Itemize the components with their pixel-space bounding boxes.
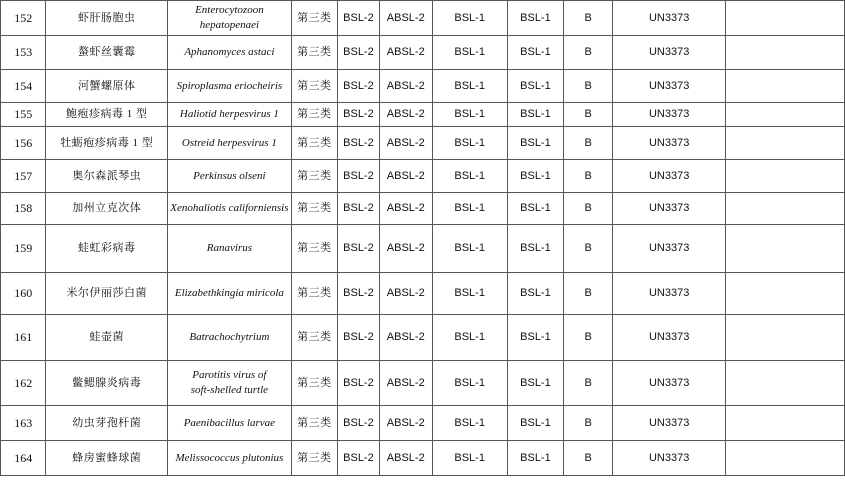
transport-class-cell: B [564, 70, 613, 103]
row-number-cell: 159 [1, 225, 46, 273]
scientific-name-line: Xenohaliotis californiensis [170, 202, 289, 214]
table-row [1, 1, 845, 36]
scientific-name-line: Paenibacillus larvae [183, 416, 276, 429]
un-number-cell: UN3373 [613, 273, 726, 315]
scientific-name-cell [168, 160, 292, 193]
inactivated-level-cell: BSL-1 [507, 193, 564, 225]
animal-infection-level-cell: ABSL-2 [379, 193, 432, 225]
hazard-category-cell: 第三类 [291, 406, 338, 441]
chinese-name-cell: 幼虫芽孢杆菌 [46, 406, 168, 441]
inactivated-level-cell: BSL-1 [507, 315, 564, 361]
scientific-name-line: Perkinsus olseni [193, 169, 266, 182]
animal-infection-level-cell: ABSL-2 [379, 160, 432, 193]
non-culture-level-cell: BSL-1 [432, 160, 507, 193]
note-cell [726, 36, 845, 70]
note-cell [726, 103, 845, 127]
table-row [1, 36, 845, 70]
animal-infection-level-cell: ABSL-2 [379, 273, 432, 315]
row-number-cell: 160 [1, 273, 46, 315]
un-number-cell: UN3373 [613, 441, 726, 476]
row-number-cell: 162 [1, 361, 46, 406]
un-number-cell: UN3373 [613, 70, 726, 103]
hazard-category-cell: 第三类 [291, 1, 338, 36]
inactivated-level-cell: BSL-1 [507, 441, 564, 476]
scientific-name-cell [168, 70, 292, 103]
scientific-name-line: Parotitis virus of [192, 369, 267, 381]
un-number-cell: UN3373 [613, 127, 726, 160]
un-number-cell: UN3373 [613, 160, 726, 193]
note-cell [726, 193, 845, 225]
lab-culture-level-cell: BSL-2 [338, 70, 380, 103]
chinese-name-cell: 牡蛎疱疹病毒 1 型 [46, 127, 168, 160]
table-row [1, 441, 845, 476]
scientific-name-cell [168, 1, 292, 36]
transport-class-cell: B [564, 225, 613, 273]
transport-class-cell: B [564, 361, 613, 406]
inactivated-level-cell: BSL-1 [507, 225, 564, 273]
table-row [1, 273, 845, 315]
row-number-cell: 161 [1, 315, 46, 361]
scientific-name-line: Spiroplasma eriocheiris [176, 79, 283, 92]
chinese-name-cell: 河蟹螺原体 [46, 70, 168, 103]
un-number-cell: UN3373 [613, 225, 726, 273]
row-number-cell: 164 [1, 441, 46, 476]
un-number-cell: UN3373 [613, 103, 726, 127]
transport-class-cell: B [564, 1, 613, 36]
scientific-name-cell [168, 406, 292, 441]
animal-infection-level-cell: ABSL-2 [379, 225, 432, 273]
transport-class-cell: B [564, 315, 613, 361]
scientific-name-cell [168, 361, 292, 406]
animal-infection-level-cell: ABSL-2 [379, 441, 432, 476]
un-number-cell: UN3373 [613, 406, 726, 441]
non-culture-level-cell: BSL-1 [432, 315, 507, 361]
chinese-name-cell: 奥尔森派琴虫 [46, 160, 168, 193]
un-number-cell: UN3373 [613, 36, 726, 70]
hazard-category-cell: 第三类 [291, 70, 338, 103]
scientific-name-line: Aphanomyces astaci [184, 46, 275, 58]
non-culture-level-cell: BSL-1 [432, 273, 507, 315]
animal-infection-level-cell: ABSL-2 [379, 1, 432, 36]
scientific-name-line: soft-shelled turtle [190, 384, 269, 396]
non-culture-level-cell: BSL-1 [432, 103, 507, 127]
row-number-cell: 154 [1, 70, 46, 103]
transport-class-cell: B [564, 273, 613, 315]
chinese-name-cell: 蜂房蜜蜂球菌 [46, 441, 168, 476]
scientific-name-cell [168, 127, 292, 160]
note-cell [726, 225, 845, 273]
table-row [1, 225, 845, 273]
lab-culture-level-cell: BSL-2 [338, 193, 380, 225]
scientific-name-line: Batrachochytrium [189, 331, 270, 343]
scientific-name-line: Haliotid herpesvirus 1 [179, 108, 279, 120]
inactivated-level-cell: BSL-1 [507, 103, 564, 127]
note-cell [726, 315, 845, 361]
lab-culture-level-cell: BSL-2 [338, 406, 380, 441]
inactivated-level-cell: BSL-1 [507, 273, 564, 315]
transport-class-cell: B [564, 441, 613, 476]
inactivated-level-cell: BSL-1 [507, 1, 564, 36]
hazard-category-cell: 第三类 [291, 127, 338, 160]
row-number-cell: 163 [1, 406, 46, 441]
hazard-category-cell: 第三类 [291, 315, 338, 361]
chinese-name-cell: 蛙虹彩病毒 [46, 225, 168, 273]
inactivated-level-cell: BSL-1 [507, 36, 564, 70]
non-culture-level-cell: BSL-1 [432, 225, 507, 273]
transport-class-cell: B [564, 160, 613, 193]
hazard-category-cell: 第三类 [291, 160, 338, 193]
transport-class-cell: B [564, 103, 613, 127]
table-row [1, 70, 845, 103]
row-number-cell: 156 [1, 127, 46, 160]
scientific-name-cell [168, 193, 292, 225]
scientific-name-line: Ranavirus [206, 242, 252, 254]
table-body [1, 1, 845, 476]
inactivated-level-cell: BSL-1 [507, 406, 564, 441]
scientific-name-line: Melissococcus plutonius [175, 451, 284, 464]
non-culture-level-cell: BSL-1 [432, 193, 507, 225]
scientific-name-cell [168, 36, 292, 70]
hazard-category-cell: 第三类 [291, 36, 338, 70]
transport-class-cell: B [564, 36, 613, 70]
non-culture-level-cell: BSL-1 [432, 406, 507, 441]
scientific-name-cell [168, 273, 292, 315]
table-row [1, 127, 845, 160]
non-culture-level-cell: BSL-1 [432, 361, 507, 406]
table-row [1, 193, 845, 225]
lab-culture-level-cell: BSL-2 [338, 361, 380, 406]
note-cell [726, 127, 845, 160]
animal-infection-level-cell: ABSL-2 [379, 103, 432, 127]
scientific-name-cell [168, 103, 292, 127]
chinese-name-cell: 虾肝肠胞虫 [46, 1, 168, 36]
chinese-name-cell: 鳖鳃腺炎病毒 [46, 361, 168, 406]
inactivated-level-cell: BSL-1 [507, 127, 564, 160]
lab-culture-level-cell: BSL-2 [338, 36, 380, 70]
animal-infection-level-cell: ABSL-2 [379, 70, 432, 103]
chinese-name-cell: 米尔伊丽莎白菌 [46, 273, 168, 315]
hazard-category-cell: 第三类 [291, 273, 338, 315]
scientific-name-cell [168, 441, 292, 476]
chinese-name-cell: 螯虾丝囊霉 [46, 36, 168, 70]
note-cell [726, 273, 845, 315]
lab-culture-level-cell: BSL-2 [338, 1, 380, 36]
animal-infection-level-cell: ABSL-2 [379, 127, 432, 160]
inactivated-level-cell: BSL-1 [507, 70, 564, 103]
animal-infection-level-cell: ABSL-2 [379, 315, 432, 361]
note-cell [726, 361, 845, 406]
scientific-name-line: hepatopenaei [199, 19, 260, 31]
animal-infection-level-cell: ABSL-2 [379, 36, 432, 70]
non-culture-level-cell: BSL-1 [432, 70, 507, 103]
chinese-name-cell: 加州立克次体 [46, 193, 168, 225]
animal-infection-level-cell: ABSL-2 [379, 361, 432, 406]
row-number-cell: 155 [1, 103, 46, 127]
lab-culture-level-cell: BSL-2 [338, 315, 380, 361]
non-culture-level-cell: BSL-1 [432, 36, 507, 70]
transport-class-cell: B [564, 193, 613, 225]
table-row [1, 160, 845, 193]
non-culture-level-cell: BSL-1 [432, 441, 507, 476]
table-row [1, 103, 845, 127]
lab-culture-level-cell: BSL-2 [338, 103, 380, 127]
chinese-name-cell: 蛙壶菌 [46, 315, 168, 361]
lab-culture-level-cell: BSL-2 [338, 273, 380, 315]
lab-culture-level-cell: BSL-2 [338, 441, 380, 476]
hazard-category-cell: 第三类 [291, 441, 338, 476]
row-number-cell: 153 [1, 36, 46, 70]
note-cell [726, 406, 845, 441]
lab-culture-level-cell: BSL-2 [338, 160, 380, 193]
note-cell [726, 70, 845, 103]
un-number-cell: UN3373 [613, 193, 726, 225]
lab-culture-level-cell: BSL-2 [338, 127, 380, 160]
un-number-cell: UN3373 [613, 315, 726, 361]
scientific-name-line: Elizabethkingia miricola [174, 287, 284, 299]
table-row [1, 361, 845, 406]
non-culture-level-cell: BSL-1 [432, 127, 507, 160]
transport-class-cell: B [564, 406, 613, 441]
lab-culture-level-cell: BSL-2 [338, 225, 380, 273]
hazard-category-cell: 第三类 [291, 361, 338, 406]
inactivated-level-cell: BSL-1 [507, 361, 564, 406]
table-row [1, 406, 845, 441]
note-cell [726, 1, 845, 36]
un-number-cell: UN3373 [613, 361, 726, 406]
scientific-name-line: Enterocytozoon [195, 4, 264, 16]
animal-infection-level-cell: ABSL-2 [379, 406, 432, 441]
non-culture-level-cell: BSL-1 [432, 1, 507, 36]
note-cell [726, 441, 845, 476]
scientific-name-cell [168, 315, 292, 361]
hazard-category-cell: 第三类 [291, 225, 338, 273]
scientific-name-cell [168, 225, 292, 273]
inactivated-level-cell: BSL-1 [507, 160, 564, 193]
hazard-category-cell: 第三类 [291, 193, 338, 225]
table-row [1, 315, 845, 361]
un-number-cell: UN3373 [613, 1, 726, 36]
transport-class-cell: B [564, 127, 613, 160]
scientific-name-line: Ostreid herpesvirus 1 [181, 136, 277, 149]
row-number-cell: 152 [1, 1, 46, 36]
note-cell [726, 160, 845, 193]
hazard-category-cell: 第三类 [291, 103, 338, 127]
row-number-cell: 158 [1, 193, 46, 225]
chinese-name-cell: 鲍疱疹病毒 1 型 [46, 103, 168, 127]
row-number-cell: 157 [1, 160, 46, 193]
